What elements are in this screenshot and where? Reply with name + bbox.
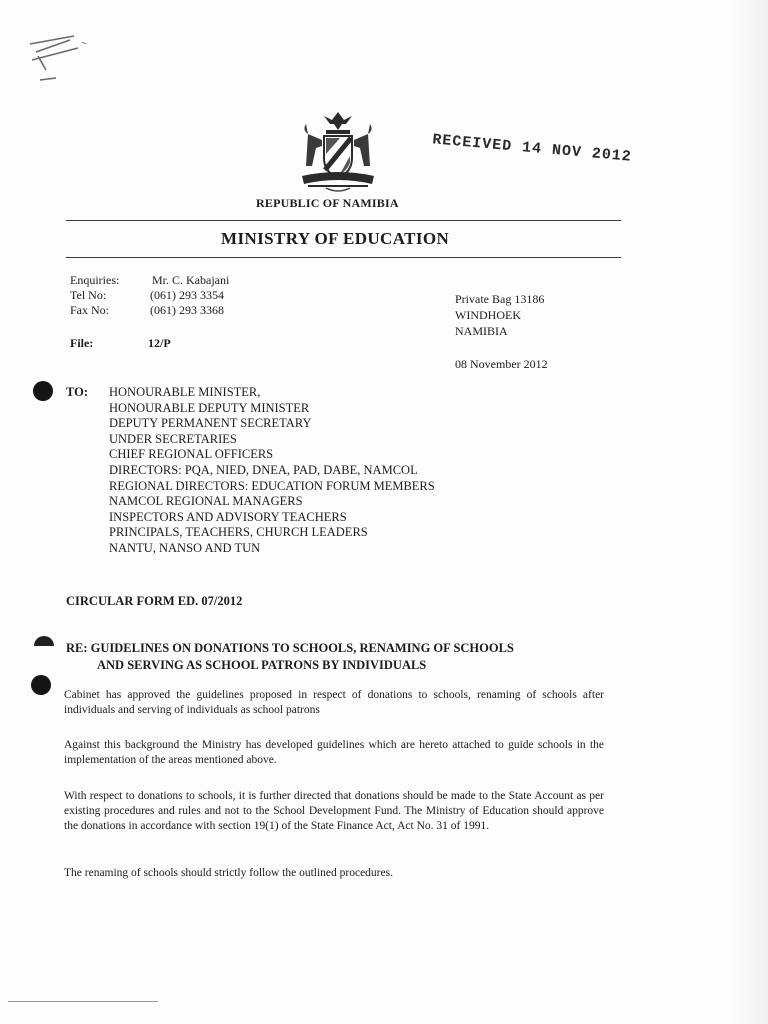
recipient-item: PRINCIPALS, TEACHERS, CHURCH LEADERS <box>109 525 368 540</box>
letter-date: 08 November 2012 <box>455 357 548 371</box>
circular-reference: CIRCULAR FORM ED. 07/2012 <box>66 594 243 608</box>
punch-hole <box>31 675 51 695</box>
address-line: NAMIBIA <box>455 324 508 338</box>
republic-heading: REPUBLIC OF NAMIBIA <box>256 196 399 210</box>
body-paragraph: The renaming of schools should strictly follow the outlined procedures. <box>64 867 393 879</box>
recipient-item: CHIEF REGIONAL OFFICERS <box>109 447 274 462</box>
ministry-heading: MINISTRY OF EDUCATION <box>221 229 450 248</box>
file-label: File: <box>70 336 94 350</box>
header-divider <box>66 257 621 258</box>
punch-hole <box>33 381 53 401</box>
recipient-item: HONOURABLE DEPUTY MINISTER <box>109 400 310 415</box>
subject-line: AND SERVING AS SCHOOL PATRONS BY INDIVIDUALS <box>97 658 427 672</box>
recipient-item: REGIONAL DIRECTORS: EDUCATION FORUM MEMBERS <box>109 478 435 493</box>
recipient-item: INSPECTORS AND ADVISORY TEACHERS <box>109 509 347 524</box>
scan-line <box>8 1001 158 1002</box>
tel-label: Tel No: <box>70 288 107 302</box>
recipient-list <box>109 385 435 557</box>
fax-value: (061) 293 3368 <box>150 303 224 317</box>
recipient-item: HONOURABLE MINISTER, <box>109 385 261 399</box>
scan-edge-shadow <box>728 0 768 1024</box>
received-stamp: RECEIVED 14 NOV 2012 <box>431 131 633 166</box>
to-label: TO: <box>66 385 88 399</box>
body-paragraph: Cabinet has approved the guidelines proposed in respect of donations to schools, renaming of schools after individuals and serving of individuals as school patrons <box>64 689 604 716</box>
recipient-item: DEPUTY PERMANENT SECRETARY <box>109 416 312 431</box>
recipient-item: NAMCOL REGIONAL MANAGERS <box>109 494 303 509</box>
coat-of-arms-icon <box>296 110 380 196</box>
recipient-item: UNDER SECRETARIES <box>109 431 237 446</box>
recipient-item: NANTU, NANSO AND TUN <box>109 540 261 555</box>
handwritten-mark <box>26 30 96 85</box>
tel-value: (061) 293 3354 <box>150 288 224 302</box>
recipient-item: DIRECTORS: PQA, NIED, DNEA, PAD, DABE, NAMCOL <box>109 462 418 477</box>
fax-label: Fax No: <box>70 303 109 317</box>
address-line: Private Bag 13186 <box>455 292 545 306</box>
subject-line: RE: GUIDELINES ON DONATIONS TO SCHOOLS, RENAMING OF SCHOOLS <box>66 641 514 655</box>
address-line: WINDHOEK <box>455 308 521 322</box>
body-paragraph: Against this background the Ministry has developed guidelines which are hereto attached to guide schools in the implementation of the areas mentioned above. <box>64 739 604 766</box>
header-divider <box>66 220 621 221</box>
enquiries-value: Mr. C. Kabajani <box>152 273 230 287</box>
body-paragraph: With respect to donations to schools, it is further directed that donations should be made to the State Account as per existing procedures and rules and not to the School Development Fund. The Ministry of Education should approve the donations in accordance with section 19(1) of the State Finance Act, Act No. 31 of 1991. <box>64 790 604 832</box>
file-value: 12/P <box>148 336 171 350</box>
punch-hole <box>34 636 54 646</box>
enquiries-label: Enquiries: <box>70 273 120 287</box>
